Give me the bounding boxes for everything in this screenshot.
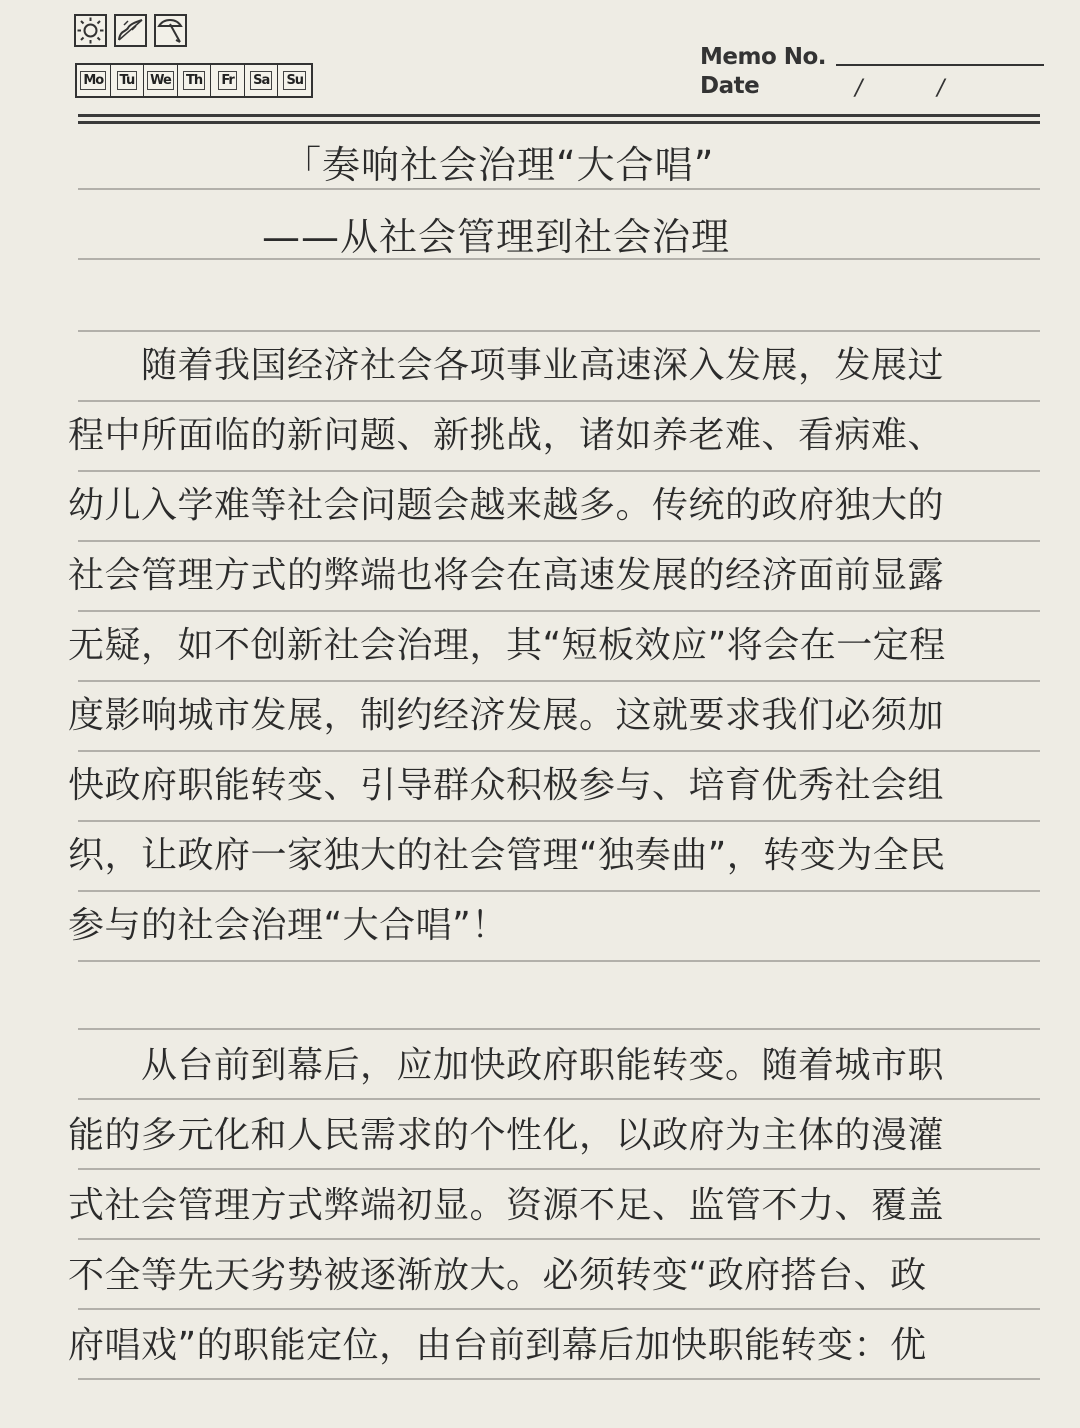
date-separator: / xyxy=(937,76,945,101)
sun-icon xyxy=(74,14,107,47)
paragraph-1-line: 随着我国经济社会各项事业高速深入发展，发展过 xyxy=(68,345,945,386)
day-tu: Tu xyxy=(111,65,145,96)
ruled-line xyxy=(78,610,1040,612)
day-th: Th xyxy=(178,65,212,96)
ruled-line xyxy=(78,1028,1040,1030)
paragraph-1-line: 无疑，如不创新社会治理，其“短板效应”将会在一定程 xyxy=(68,625,946,666)
ruled-line xyxy=(78,1378,1040,1380)
title-line-1: 「奏响社会治理“大合唱” xyxy=(283,143,715,187)
paragraph-1-line: 参与的社会治理“大合唱”！ xyxy=(68,905,508,946)
paragraph-2-line: 式社会管理方式弊端初显。资源不足、监管不力、覆盖 xyxy=(68,1185,945,1226)
umbrella-icon xyxy=(154,14,187,47)
paragraph-1-line: 幼儿入学难等社会问题会越来越多。传统的政府独大的 xyxy=(68,485,945,526)
ruled-line xyxy=(78,960,1040,962)
day-fr: Fr xyxy=(211,65,245,96)
title-line-2: ——从社会管理到社会治理 xyxy=(262,215,731,259)
date-separator: / xyxy=(855,76,863,101)
weather-icons xyxy=(74,14,187,47)
ruled-line xyxy=(78,400,1040,402)
ruled-line xyxy=(78,890,1040,892)
memo-no-label: Memo No. xyxy=(700,44,827,70)
ruled-line xyxy=(78,540,1040,542)
paragraph-1-line: 社会管理方式的弊端也将会在高速发展的经济面前显露 xyxy=(68,555,945,596)
paragraph-1-line: 快政府职能转变、引导群众积极参与、培育优秀社会组 xyxy=(68,765,945,806)
paragraph-1-line: 织，让政府一家独大的社会管理“独奏曲”，转变为全民 xyxy=(68,835,946,876)
ruled-line xyxy=(78,470,1040,472)
ruled-line xyxy=(78,1168,1040,1170)
ruled-line xyxy=(78,820,1040,822)
day-su: Su xyxy=(278,65,311,96)
header-rule xyxy=(78,121,1040,124)
date-label: Date xyxy=(700,73,760,99)
ruled-line xyxy=(78,1098,1040,1100)
ruled-line xyxy=(78,1308,1040,1310)
day-we: We xyxy=(144,65,178,96)
day-sa: Sa xyxy=(245,65,279,96)
weekday-selector xyxy=(75,63,313,98)
paragraph-2-line: 能的多元化和人民需求的个性化，以政府为主体的漫灌 xyxy=(68,1115,945,1156)
paragraph-2-line: 府唱戏”的职能定位，由台前到幕后加快职能转变：优 xyxy=(68,1325,927,1366)
paragraph-2-line: 不全等先天劣势被逐渐放大。必须转变“政府搭台、政 xyxy=(68,1255,927,1296)
paragraph-2-line: 从台前到幕后，应加快政府职能转变。随着城市职 xyxy=(68,1045,945,1086)
ruled-line xyxy=(78,750,1040,752)
paragraph-1-line: 程中所面临的新问题、新挑战，诸如养老难、看病难、 xyxy=(68,415,945,456)
day-mo: Mo xyxy=(77,65,111,96)
cloud-icon xyxy=(114,14,147,47)
paragraph-1-line: 度影响城市发展，制约经济发展。这就要求我们必须加 xyxy=(68,695,945,736)
ruled-line xyxy=(78,680,1040,682)
ruled-line xyxy=(78,1238,1040,1240)
ruled-line xyxy=(78,330,1040,332)
header-rule xyxy=(78,114,1040,117)
memo-no-line xyxy=(836,64,1044,66)
